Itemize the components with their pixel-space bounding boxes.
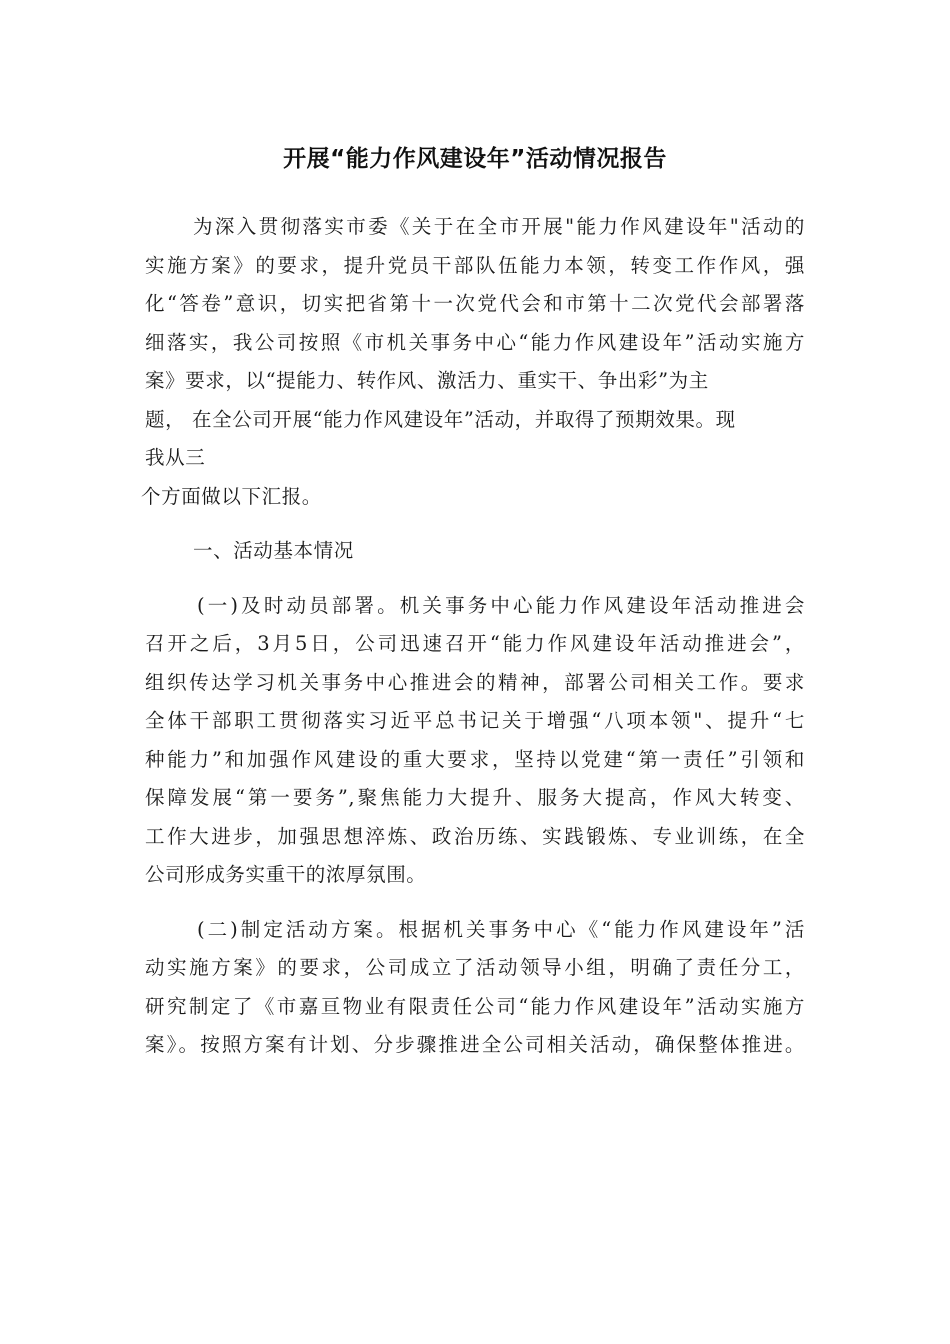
text-line: 案》要求，以“提能力、转作风、激活力、重实干、争出彩”为主	[145, 369, 709, 392]
text-line: 化“答卷”意识，切实把省第十一次党代会和市第十二次党代会部署落	[145, 292, 805, 315]
paragraph-one	[145, 587, 805, 895]
text-line: (一)及时动员部署。机关事务中心能力作风建设年活动推进会	[197, 593, 805, 617]
text-line: 个方面做以下汇报。	[141, 484, 322, 508]
text-line: 组织传达学习机关事务中心推进会的精神，部署公司相关工作。要求	[145, 670, 805, 694]
document-body	[141, 208, 805, 1065]
text-line: 我从三	[145, 446, 206, 469]
text-line: 动实施方案》的要求，公司成立了活动领导小组，明确了责任分工，	[145, 956, 805, 979]
section-heading: 一、活动基本情况	[193, 539, 354, 562]
text-line: 题， 在全公司开展“能力作风建设年”活动，并取得了预期效果。现	[145, 407, 736, 431]
text-line: 为深入贯彻落实市委《关于在全市开展"能力作风建设年"活动的	[193, 215, 805, 238]
text-line: 保障发展“第一要务”,聚焦能力大提升、服务大提高，作风大转变、	[145, 786, 805, 809]
paragraph-two	[145, 911, 805, 1065]
intro-paragraph	[141, 208, 805, 516]
text-line: 种能力”和加强作风建设的重大要求，坚持以党建“第一责任”引领和	[145, 747, 805, 771]
text-line: 公司形成务实重干的浓厚氛围。	[145, 863, 427, 886]
text-line: (二)制定活动方案。根据机关事务中心《“能力作风建设年”活	[197, 917, 805, 941]
text-line: 工作大进步，加强思想淬炼、政治历练、实践锻炼、专业训练，在全	[145, 824, 805, 848]
text-line: 案》。按照方案有计划、分步骤推进全公司相关活动，确保整体推进。	[145, 1033, 805, 1056]
text-line: 细落实，我公司按照《市机关事务中心“能力作风建设年”活动实施方	[145, 330, 805, 354]
text-line: 研究制定了《市嘉亘物业有限责任公司“能力作风建设年”活动实施方	[145, 994, 805, 1018]
text-line: 实施方案》的要求，提升党员干部队伍能力本领，转变工作作风，强	[145, 253, 805, 277]
text-line: 召开之后，3月5日，公司迅速召开“能力作风建设年活动推进会”，	[145, 632, 805, 655]
document-title: 开展“能力作风建设年”活动情况报告	[283, 146, 667, 172]
text-line: 全体干部职工贯彻落实习近平总书记关于增强“八项本领"、提升“七	[145, 709, 805, 732]
